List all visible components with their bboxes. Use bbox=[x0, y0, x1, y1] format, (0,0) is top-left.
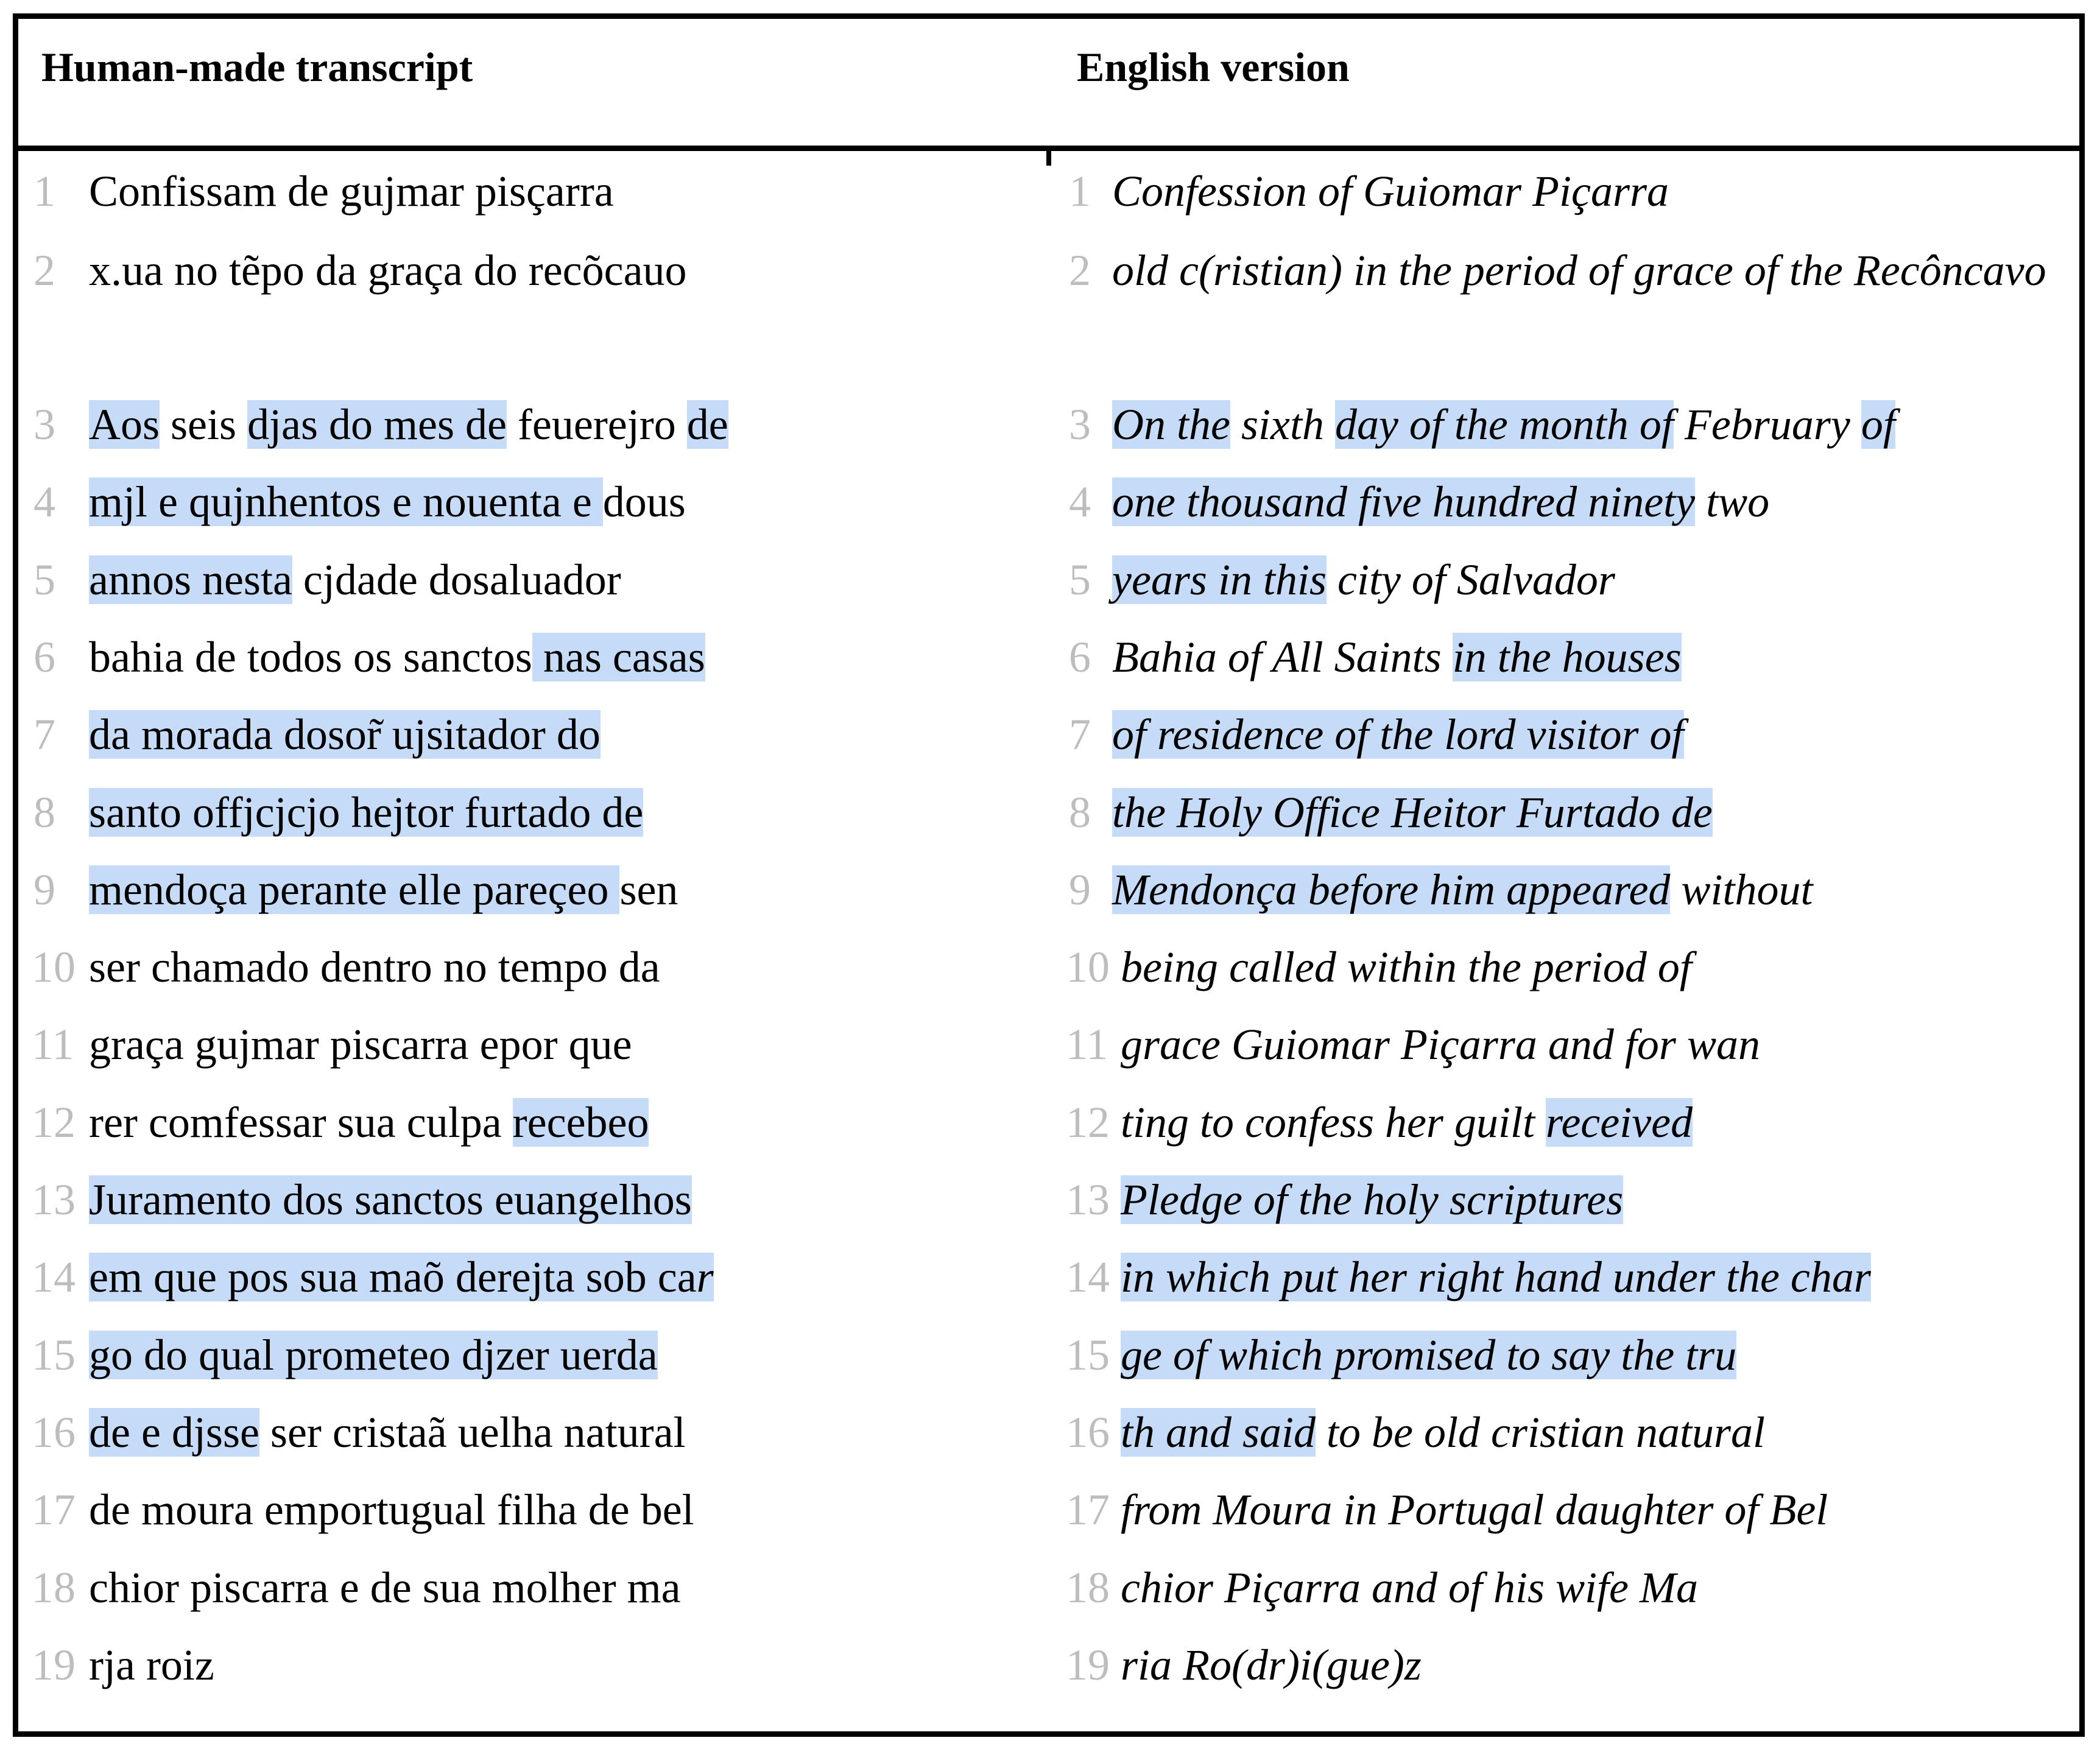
text-segment: Confissam de gujmar pisçarra bbox=[89, 167, 614, 216]
highlighted-segment: years in this bbox=[1112, 555, 1327, 604]
transcript-text bbox=[89, 631, 705, 683]
english-text bbox=[1121, 1483, 1828, 1536]
text-segment: ser cristaã uelha natural bbox=[259, 1408, 686, 1457]
highlighted-segment: the Holy Office Heitor Furtado de bbox=[1112, 788, 1713, 837]
line-number: 7 bbox=[33, 710, 55, 759]
highlighted-segment: djas do mes de bbox=[247, 400, 507, 449]
transcript-text bbox=[89, 1251, 714, 1303]
text-segment: from Moura in Portugal daughter of Bel bbox=[1121, 1485, 1828, 1534]
highlighted-segment: of residence of the lord visitor of bbox=[1112, 710, 1684, 759]
highlighted-segment: Pledge of the holy scriptures bbox=[1121, 1175, 1624, 1224]
highlighted-segment: annos nesta bbox=[89, 555, 292, 604]
transcript-text bbox=[89, 398, 728, 451]
line-number: 12 bbox=[32, 1098, 76, 1147]
text-segment: sen bbox=[619, 865, 678, 914]
header-english-version: English version bbox=[1077, 44, 1350, 90]
line-number: 8 bbox=[1069, 788, 1091, 837]
highlighted-segment: de e djsse bbox=[89, 1408, 259, 1457]
english-text bbox=[1121, 1096, 1693, 1149]
transcript-text bbox=[89, 1639, 214, 1691]
line-number: 3 bbox=[1069, 400, 1091, 449]
highlighted-segment: santo offjcjcjo hejtor furtado de bbox=[89, 788, 644, 837]
text-segment: rer comfessar sua culpa bbox=[89, 1098, 513, 1147]
english-text bbox=[1112, 864, 1813, 916]
text-segment: de moura emportugual filha de bel bbox=[89, 1485, 694, 1534]
english-text bbox=[1112, 708, 1684, 761]
line-number: 17 bbox=[1066, 1485, 1110, 1534]
text-segment: x.ua no tẽpo da graça do recõcauo bbox=[89, 246, 687, 295]
transcript-text bbox=[89, 554, 621, 606]
line-number: 14 bbox=[32, 1253, 76, 1301]
text-segment: feuerejro bbox=[506, 400, 687, 449]
text-segment: bahia de todos os sanctos bbox=[89, 633, 532, 681]
text-segment: rja roiz bbox=[89, 1641, 214, 1689]
transcript-text bbox=[89, 476, 686, 528]
highlighted-segment: ge of which promised to say the tru bbox=[1121, 1331, 1737, 1379]
highlighted-segment: mjl e qujnhentos e nouenta e bbox=[89, 477, 603, 526]
line-number: 10 bbox=[1066, 943, 1110, 991]
text-segment: graça gujmar piscarra epor que bbox=[89, 1020, 632, 1069]
highlighted-segment: r bbox=[696, 1253, 714, 1301]
transcript-text bbox=[89, 1483, 694, 1536]
transcript-text bbox=[89, 165, 614, 217]
text-segment: February bbox=[1673, 400, 1861, 449]
text-segment: city of Salvador bbox=[1326, 555, 1615, 604]
highlighted-segment: day of the month of bbox=[1334, 400, 1674, 449]
highlighted-segment: one thousand five hundred ninety bbox=[1112, 477, 1696, 526]
highlighted-segment: of bbox=[1861, 400, 1895, 449]
english-text bbox=[1112, 398, 1895, 451]
line-number: 4 bbox=[33, 477, 55, 526]
line-number: 12 bbox=[1066, 1098, 1110, 1147]
transcript-text bbox=[89, 1018, 632, 1071]
line-number: 15 bbox=[32, 1331, 76, 1379]
transcript-text bbox=[89, 1174, 692, 1226]
english-text bbox=[1121, 1018, 1760, 1071]
highlighted-segment: Juramento dos sanctos euangelhos bbox=[89, 1175, 692, 1224]
transcript-text bbox=[89, 864, 678, 916]
transcript-text bbox=[89, 244, 687, 297]
english-text bbox=[1112, 631, 1682, 683]
text-segment: dous bbox=[602, 477, 686, 526]
line-number: 9 bbox=[1069, 865, 1091, 914]
english-text bbox=[1121, 1251, 1871, 1303]
line-number: 6 bbox=[1069, 633, 1091, 681]
line-number: 13 bbox=[1066, 1175, 1110, 1224]
line-number: 15 bbox=[1066, 1331, 1110, 1379]
line-number: 6 bbox=[33, 633, 55, 681]
line-number: 18 bbox=[32, 1563, 76, 1612]
highlighted-segment: mendoça perante elle pareçeo bbox=[89, 865, 620, 914]
line-number: 8 bbox=[33, 788, 55, 837]
highlighted-segment: Aos bbox=[89, 400, 160, 449]
highlighted-segment: em que pos sua maõ derejta sob ca bbox=[89, 1253, 697, 1301]
line-number: 5 bbox=[1069, 555, 1091, 604]
highlighted-segment: th and said bbox=[1121, 1408, 1316, 1457]
line-number: 13 bbox=[32, 1175, 76, 1224]
text-segment: without bbox=[1670, 865, 1813, 914]
highlighted-segment: in the houses bbox=[1452, 633, 1682, 681]
highlighted-segment: recebeo bbox=[512, 1098, 649, 1147]
text-segment: ria Ro(dr)i(gue)z bbox=[1121, 1641, 1422, 1689]
english-text bbox=[1112, 244, 2046, 297]
transcript-text bbox=[89, 1096, 649, 1149]
line-number: 14 bbox=[1066, 1253, 1110, 1301]
highlighted-segment: in which put her right hand under the char bbox=[1121, 1253, 1871, 1301]
line-number: 19 bbox=[32, 1641, 76, 1689]
text-segment: two bbox=[1695, 477, 1770, 526]
english-text bbox=[1112, 165, 1669, 217]
line-number: 1 bbox=[1069, 167, 1091, 216]
line-number: 11 bbox=[1066, 1020, 1108, 1069]
english-text bbox=[1121, 1561, 1698, 1614]
text-segment: to be old cristian natural bbox=[1316, 1408, 1766, 1457]
line-number: 2 bbox=[33, 246, 55, 295]
highlighted-segment: da morada dosor̃ ujsitador do bbox=[89, 710, 601, 759]
text-segment: chior Piçarra and of his wife Ma bbox=[1121, 1563, 1698, 1612]
text-segment: grace Guiomar Piçarra and for wan bbox=[1121, 1020, 1760, 1069]
english-text bbox=[1121, 1639, 1422, 1691]
line-number: 1 bbox=[33, 167, 55, 216]
line-number: 3 bbox=[33, 400, 55, 449]
english-text bbox=[1121, 941, 1692, 993]
line-number: 16 bbox=[32, 1408, 76, 1457]
highlighted-segment: nas casas bbox=[532, 633, 705, 681]
transcript-text bbox=[89, 786, 643, 839]
text-segment: ting to confess her guilt bbox=[1121, 1098, 1546, 1147]
text-segment: cjdade dosaluador bbox=[292, 555, 621, 604]
english-text bbox=[1121, 1329, 1736, 1381]
line-number: 16 bbox=[1066, 1408, 1110, 1457]
transcript-text bbox=[89, 1406, 686, 1459]
english-text bbox=[1112, 554, 1615, 606]
text-segment: ser chamado dentro no tempo da bbox=[89, 943, 660, 991]
line-number: 11 bbox=[32, 1020, 74, 1069]
line-number: 5 bbox=[33, 555, 55, 604]
english-text bbox=[1112, 786, 1713, 839]
line-number: 2 bbox=[1069, 246, 1091, 295]
line-number: 18 bbox=[1066, 1563, 1110, 1612]
english-text bbox=[1121, 1406, 1765, 1459]
line-number: 4 bbox=[1069, 477, 1091, 526]
highlighted-segment: de bbox=[686, 400, 728, 449]
highlighted-segment: Mendonça before him appeared bbox=[1112, 865, 1671, 914]
english-text bbox=[1112, 476, 1769, 528]
text-segment: sixth bbox=[1230, 400, 1335, 449]
transcript-text bbox=[89, 1561, 681, 1614]
transcript-text bbox=[89, 708, 601, 761]
text-segment: Bahia of All Saints bbox=[1112, 633, 1453, 681]
english-text bbox=[1121, 1174, 1623, 1226]
line-number: 7 bbox=[1069, 710, 1091, 759]
header-human-made-transcript: Human-made transcript bbox=[41, 44, 473, 90]
line-number: 9 bbox=[33, 865, 55, 914]
text-segment: chior piscarra e de sua molher ma bbox=[89, 1563, 681, 1612]
column-divider-tick bbox=[1046, 150, 1051, 166]
text-segment: Confession of Guiomar Piçarra bbox=[1112, 167, 1669, 216]
text-segment: old c(ristian) in the period of grace of the Recôncavo bbox=[1112, 246, 2046, 295]
highlighted-segment: received bbox=[1545, 1098, 1693, 1147]
text-segment: seis bbox=[160, 400, 248, 449]
highlighted-segment: On the bbox=[1112, 400, 1230, 449]
transcript-text bbox=[89, 1329, 658, 1381]
transcript-text bbox=[89, 941, 660, 993]
line-number: 17 bbox=[32, 1485, 76, 1534]
line-number: 19 bbox=[1066, 1641, 1110, 1689]
line-number: 10 bbox=[32, 943, 76, 991]
highlighted-segment: go do qual prometeo djzer uerda bbox=[89, 1331, 658, 1379]
text-segment: being called within the period of bbox=[1121, 943, 1692, 991]
